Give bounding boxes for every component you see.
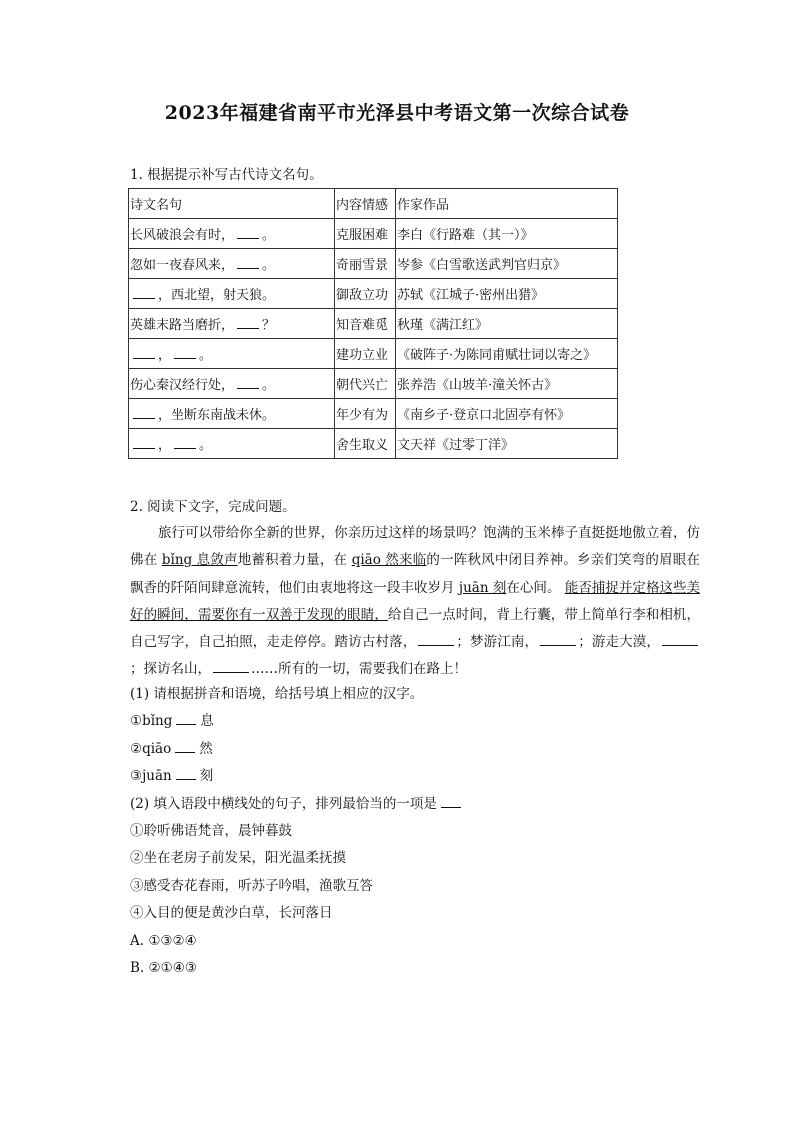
passage-text: 的一阵秋风中闭目养神。乡亲们笑弯的眉眼在飘香的阡陌间肆意流转，他们由衷地将这一段丰收岁月 <box>130 552 700 596</box>
work-cell: 苏轼《江城子·密州出猎》 <box>396 279 618 309</box>
answer-blank[interactable] <box>174 346 196 359</box>
work-cell: 《破阵子·为陈同甫赋壮词以寄之》 <box>396 339 618 369</box>
pinyin-underlined-2: qiāo 然来临 <box>351 552 427 569</box>
poem-text: ， <box>158 438 172 453</box>
emotion-cell: 年少有为 <box>335 399 396 429</box>
poem-text: 伤心秦汉经行处， <box>130 378 235 393</box>
pinyin-item-1 <box>130 708 465 735</box>
poem-text: 长风破浪会有时， <box>130 228 235 243</box>
sub-questions <box>130 681 465 982</box>
answer-blank[interactable] <box>133 436 155 449</box>
poem-text: 。 <box>262 228 276 243</box>
emotion-cell: 知音难觅 <box>335 309 396 339</box>
poem-text: 英雄末路当磨折， <box>130 318 235 333</box>
answer-blank[interactable] <box>441 794 461 808</box>
passage-text: ；探访名山， <box>130 661 211 678</box>
poem-line-cell <box>129 339 335 369</box>
poem-text: 。 <box>262 378 276 393</box>
table-row <box>129 429 618 459</box>
header-poem-line: 诗文名句 <box>129 189 335 219</box>
passage-text: ；梦游江南， <box>456 634 539 651</box>
work-cell: 李白《行路难（其一）》 <box>396 219 618 249</box>
emotion-cell: 御敌立功 <box>335 279 396 309</box>
answer-blank[interactable] <box>133 286 155 299</box>
pinyin-item-3 <box>130 763 465 790</box>
pinyin: ③juān <box>130 768 172 785</box>
answer-blank[interactable] <box>213 658 249 673</box>
header-emotion: 内容情感 <box>335 189 396 219</box>
sub-question-2 <box>130 791 465 818</box>
poem-text: 。 <box>199 348 213 363</box>
answer-blank[interactable] <box>133 406 155 419</box>
passage-text: ；游走大漠， <box>578 634 661 651</box>
pinyin: ①bǐng <box>130 713 173 730</box>
reading-passage <box>130 520 700 684</box>
poem-line-cell <box>129 219 335 249</box>
poem-line-cell <box>129 429 335 459</box>
answer-blank[interactable] <box>662 631 698 646</box>
option-line: ④入目的便是黄沙白草，长河落日 <box>130 905 333 922</box>
answer-blank[interactable] <box>237 256 259 269</box>
answer-blank[interactable] <box>540 631 576 646</box>
work-cell: 秋瑾《满江红》 <box>396 309 618 339</box>
sub-question-2-text: (2) 填入语段中横线处的句子，排列最恰当的一项是 <box>130 795 437 812</box>
work-cell: 文天祥《过零丁洋》 <box>396 429 618 459</box>
poem-line-cell <box>129 249 335 279</box>
option-line: ②坐在老房子前发呆，阳光温柔抚摸 <box>130 850 346 867</box>
choice-b[interactable]: B. ②①④③ <box>130 959 197 976</box>
answer-blank[interactable] <box>133 346 155 359</box>
poem-table <box>128 188 618 459</box>
question-1-prompt: 1. 根据提示补写古代诗文名句。 <box>130 167 323 183</box>
poem-line-cell <box>129 399 335 429</box>
work-cell: 岑参《白雪歌送武判官归京》 <box>396 249 618 279</box>
sub-question-1: (1) 请根据拼音和语境，给括号填上相应的汉字。 <box>130 686 424 702</box>
pinyin-underlined-3: juān 刻 <box>458 579 507 596</box>
option-line: ①聆听佛语梵音，晨钟暮鼓 <box>130 822 292 839</box>
answer-blank[interactable] <box>174 436 196 449</box>
table-row <box>129 399 618 429</box>
option-line: ③感受杏花春雨，听苏子吟唱，渔歌互答 <box>130 877 373 894</box>
emotion-cell: 朝代兴亡 <box>335 369 396 399</box>
answer-blank[interactable] <box>175 739 195 753</box>
table-header-row <box>129 189 618 219</box>
passage-text: 地蓄积着力量，在 <box>237 552 348 569</box>
pinyin: ②qiāo <box>130 740 172 757</box>
header-work: 作家作品 <box>396 189 618 219</box>
char: 息 <box>200 713 214 730</box>
underlined-sentence: 能否捕捉并定格这些美好的瞬间，需要你有一双善于发现的眼睛， <box>130 579 701 623</box>
answer-blank[interactable] <box>237 316 259 329</box>
poem-line-cell <box>129 279 335 309</box>
passage-text: 给自己一点时间，背上行囊，带上简单行李和相机，自己写字，自己拍照，走走停停。踏访古村落， <box>130 606 700 651</box>
answer-blank[interactable] <box>176 711 196 725</box>
table-row <box>129 219 618 249</box>
passage-text: 旅行可以带给你全新的世界，你亲历过这样的场景吗？饱满的玉米棒子直挺挺地傲立着，仿佛在 <box>130 525 700 569</box>
poem-text: 。 <box>199 438 213 453</box>
table-row <box>129 339 618 369</box>
pinyin-item-2 <box>130 736 465 763</box>
passage-text: ……所有的一切，需要我们在路上！ <box>251 661 467 678</box>
poem-text: ，西北望，射天狼。 <box>158 288 276 303</box>
answer-blank[interactable] <box>176 766 196 780</box>
emotion-cell: 舍生取义 <box>335 429 396 459</box>
pinyin-underlined-1: bǐng 息敛声 <box>161 552 238 569</box>
page-title: 2023年福建省南平市光泽县中考语文第一次综合试卷 <box>164 102 630 124</box>
emotion-cell: 克服困难 <box>335 219 396 249</box>
passage-text: 在心间。 <box>506 579 561 596</box>
answer-blank[interactable] <box>237 226 259 239</box>
emotion-cell: 奇丽雪景 <box>335 249 396 279</box>
poem-line-cell <box>129 309 335 339</box>
table-row <box>129 309 618 339</box>
poem-text: ，坐断东南战未休。 <box>158 408 276 423</box>
answer-blank[interactable] <box>418 631 454 646</box>
table-row <box>129 369 618 399</box>
answer-blank[interactable] <box>237 376 259 389</box>
char: 刻 <box>199 768 214 785</box>
choice-a[interactable]: A. ①③②④ <box>130 932 197 949</box>
poem-line-cell <box>129 369 335 399</box>
table-row <box>129 249 618 279</box>
work-cell: 《南乡子·登京口北固亭有怀》 <box>396 399 618 429</box>
poem-text: ， <box>158 348 172 363</box>
work-cell: 张养浩《山坡羊·潼关怀古》 <box>396 369 618 399</box>
poem-text: ？ <box>262 318 276 333</box>
question-2-prompt: 2. 阅读下文字，完成问题。 <box>130 499 296 515</box>
char: 然 <box>199 740 213 757</box>
emotion-cell: 建功立业 <box>335 339 396 369</box>
poem-text: 忽如一夜春风来， <box>130 258 235 273</box>
poem-text: 。 <box>262 258 276 273</box>
table-row <box>129 279 618 309</box>
